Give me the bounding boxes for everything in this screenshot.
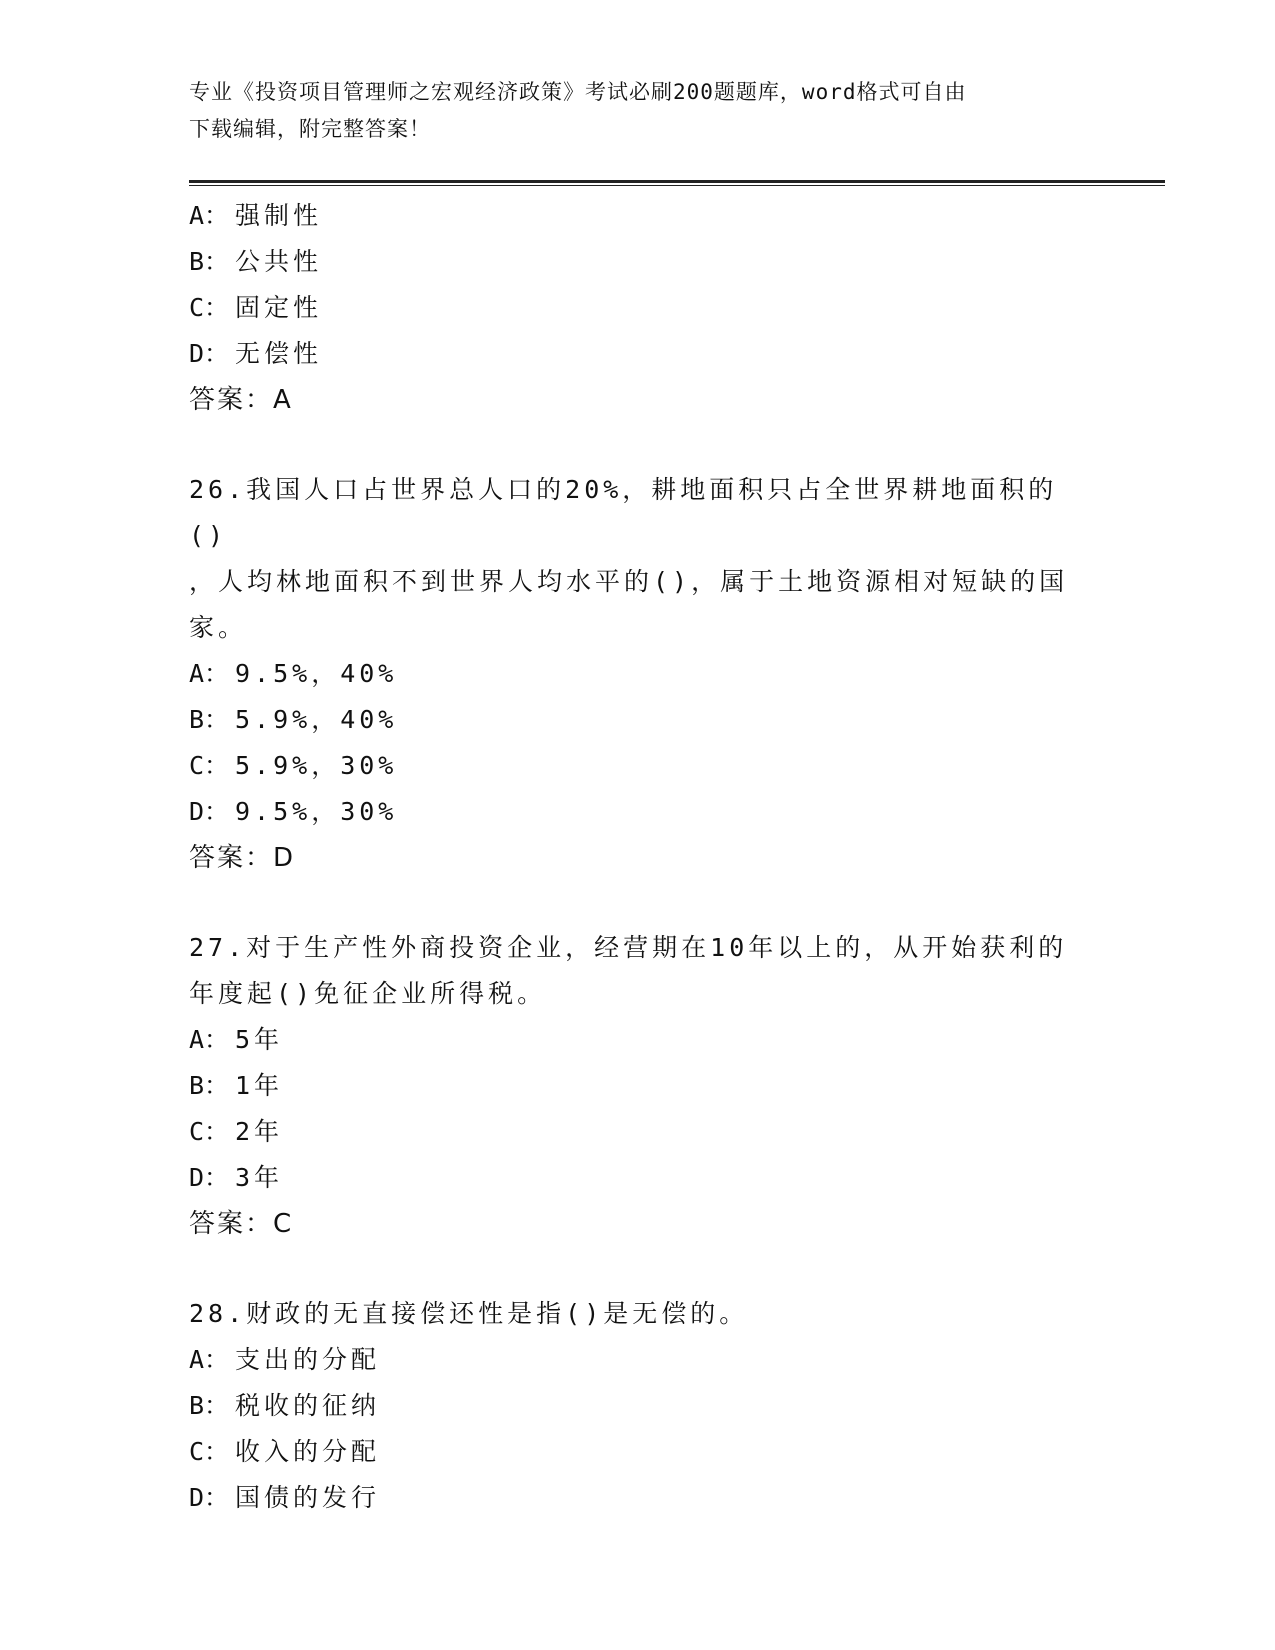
option-c (189, 743, 1089, 789)
option-tag: B： (189, 705, 230, 734)
question-26 (189, 467, 1089, 881)
option-tag: C： (189, 1117, 230, 1146)
stem-line: 26.我国人口占世界总人口的20%，耕地面积只占全世界耕地面积的() (189, 475, 1058, 550)
option-text: 5年 (235, 1025, 284, 1054)
question-list (189, 193, 1089, 1521)
option-text: 国债的发行 (235, 1483, 381, 1512)
option-b (189, 1063, 1089, 1109)
option-text: 2年 (235, 1117, 284, 1146)
option-a (189, 193, 1089, 239)
question-stem (189, 467, 1069, 651)
stem-line: 家。 (189, 613, 248, 642)
option-tag: C： (189, 293, 230, 322)
question-25 (189, 193, 1089, 423)
question-stem (189, 1291, 1069, 1337)
option-text: 无偿性 (235, 339, 323, 368)
option-tag: A： (189, 1025, 230, 1054)
document-header (189, 74, 1089, 148)
option-text: 税收的征纳 (235, 1391, 381, 1420)
question-27 (189, 925, 1089, 1247)
option-tag: D： (189, 797, 230, 826)
answer-line: 答案：A (189, 385, 293, 415)
answer-line: 答案：C (189, 1209, 294, 1239)
option-d (189, 1155, 1089, 1201)
option-b (189, 697, 1089, 743)
option-a (189, 1017, 1089, 1063)
option-c (189, 1109, 1089, 1155)
header-divider-thin (189, 185, 1165, 186)
option-tag: A： (189, 201, 230, 230)
option-tag: B： (189, 1071, 230, 1100)
option-c (189, 285, 1089, 331)
option-tag: C： (189, 751, 230, 780)
option-d (189, 331, 1089, 377)
question-28 (189, 1291, 1089, 1521)
option-tag: D： (189, 1163, 230, 1192)
option-text: 9.5%，40% (235, 659, 398, 688)
option-text: 收入的分配 (235, 1437, 381, 1466)
option-a (189, 1337, 1089, 1383)
option-b (189, 239, 1089, 285)
option-text: 5.9%，30% (235, 751, 398, 780)
option-text: 9.5%，30% (235, 797, 398, 826)
option-tag: D： (189, 339, 230, 368)
option-b (189, 1383, 1089, 1429)
header-line-2: 下载编辑，附完整答案！ (189, 117, 431, 141)
option-text: 1年 (235, 1071, 284, 1100)
option-d (189, 1475, 1089, 1521)
option-tag: A： (189, 659, 230, 688)
option-tag: D： (189, 1483, 230, 1512)
stem-line: 28.财政的无直接偿还性是指()是无偿的。 (189, 1299, 749, 1328)
option-tag: C： (189, 1437, 230, 1466)
stem-line: ，人均林地面积不到世界人均水平的()，属于土地资源相对短缺的国 (189, 567, 1069, 596)
question-stem (189, 925, 1069, 1017)
option-text: 5.9%，40% (235, 705, 398, 734)
option-text: 固定性 (235, 293, 323, 322)
option-tag: B： (189, 1391, 230, 1420)
option-c (189, 1429, 1089, 1475)
header-divider-thick (189, 180, 1165, 183)
answer-line: 答案：D (189, 843, 296, 873)
option-text: 支出的分配 (235, 1345, 381, 1374)
option-tag: A： (189, 1345, 230, 1374)
option-tag: B： (189, 247, 230, 276)
option-d (189, 789, 1089, 835)
option-text: 3年 (235, 1163, 284, 1192)
header-line-1: 专业《投资项目管理师之宏观经济政策》考试必刷200题题库，word格式可自由 (189, 80, 967, 104)
option-text: 公共性 (235, 247, 323, 276)
stem-line: 年度起()免征企业所得税。 (189, 979, 547, 1008)
option-text: 强制性 (235, 201, 323, 230)
stem-line: 27.对于生产性外商投资企业，经营期在10年以上的，从开始获利的 (189, 933, 1068, 962)
option-a (189, 651, 1089, 697)
